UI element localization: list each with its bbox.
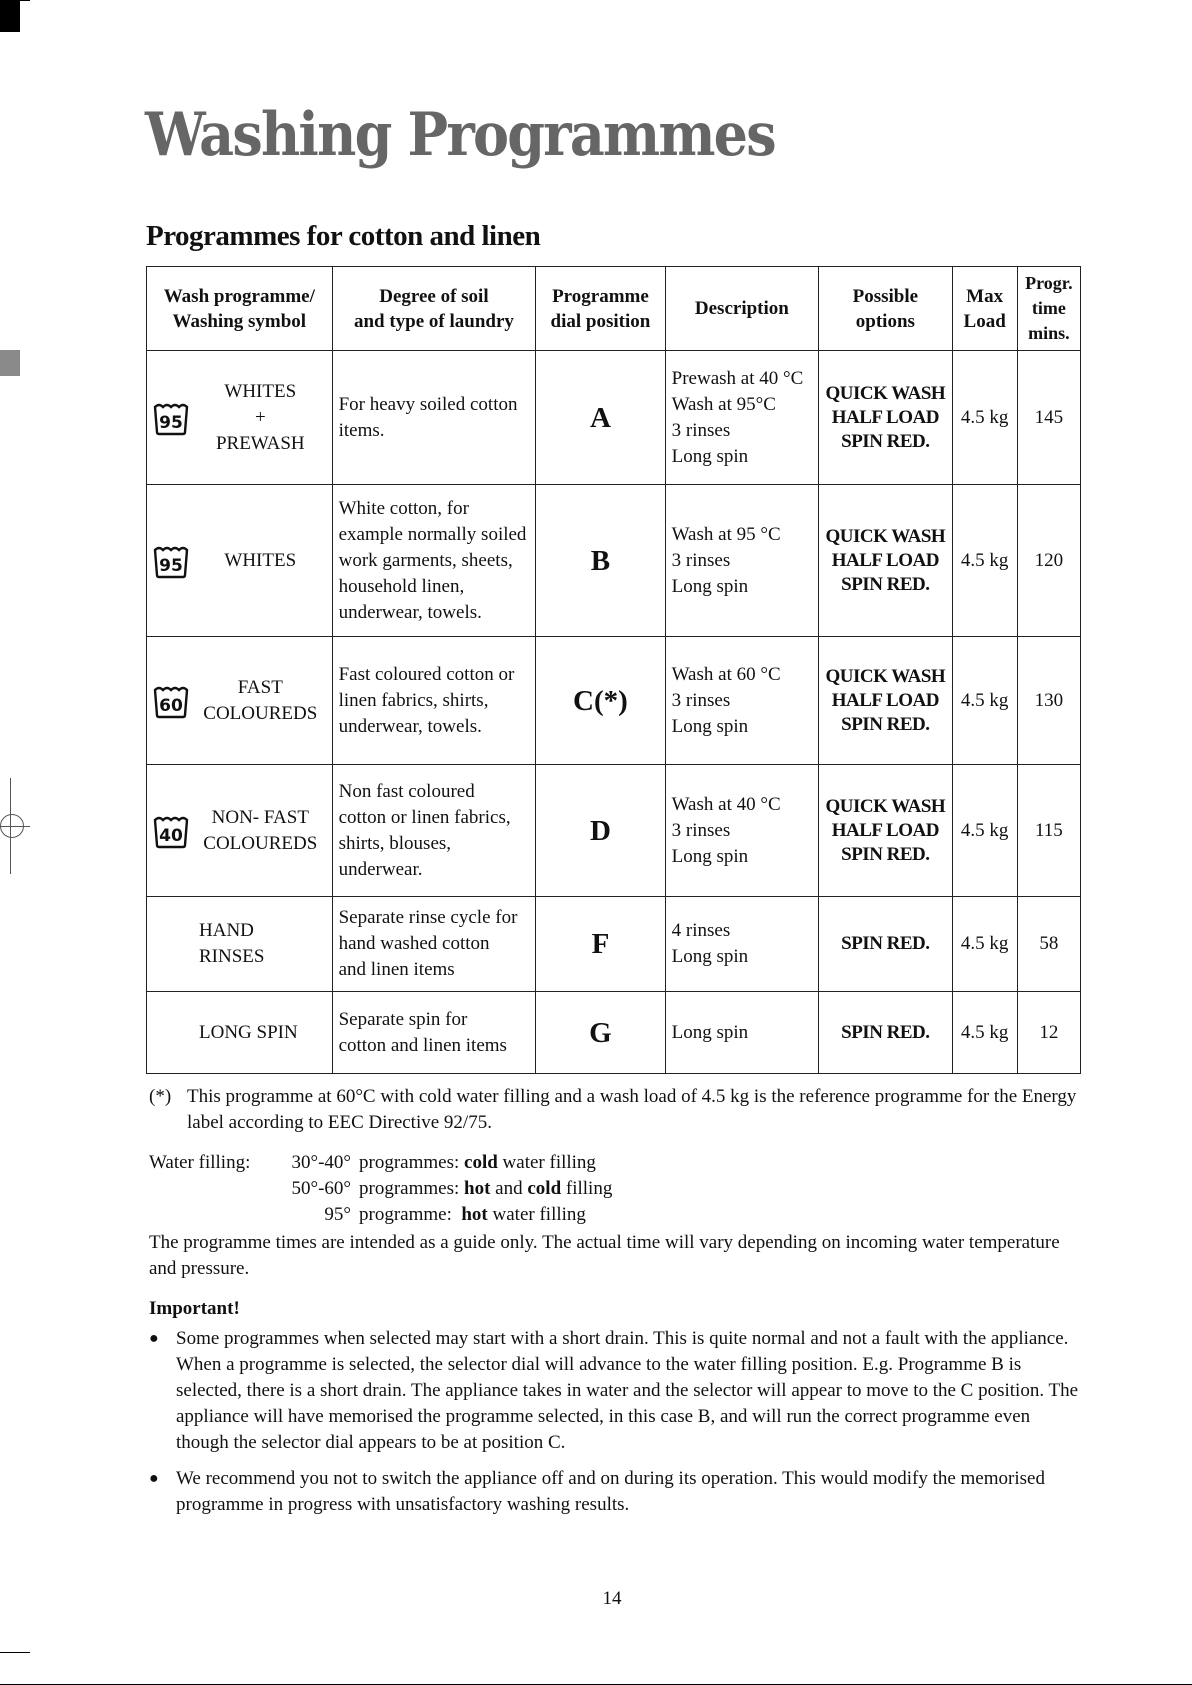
text-line: NON- FAST: [211, 806, 309, 828]
text-line: Non fast coloured: [338, 780, 475, 802]
text-line: Long spin: [671, 715, 749, 737]
water-rule-part: water filling: [487, 1204, 586, 1225]
cell-degree-of-soil: [332, 351, 536, 485]
symbol-wrap: [153, 543, 326, 579]
cell-description: [665, 897, 818, 992]
cell-wash-programme: [147, 351, 333, 485]
symbol-wrap: [153, 918, 326, 970]
text-line: 3 rinses: [671, 689, 731, 711]
wash-tub-icon: [153, 400, 189, 436]
cell-max-load: 4.5 kg: [952, 637, 1017, 765]
cell-max-load: 4.5 kg: [952, 485, 1017, 637]
table-header-row: [147, 267, 1081, 351]
text-line: linen fabrics, shirts,: [338, 689, 489, 711]
cell-wash-programme: [147, 897, 333, 992]
cell-description: [665, 992, 818, 1074]
cell-description: [665, 765, 818, 897]
cell-degree-of-soil: [332, 897, 536, 992]
important-heading: Important!: [149, 1298, 240, 1319]
text-line: Wash at 60 °C: [671, 663, 781, 685]
cell-time: 58: [1017, 897, 1080, 992]
bullet-item: [149, 1466, 1079, 1518]
text-line: cotton or linen fabrics,: [338, 806, 511, 828]
bullet-paragraph: Some programmes when selected may start with a short drain. This is quite normal and not a fault with the appliance.: [176, 1328, 1069, 1349]
text-line: SPIN RED.: [841, 573, 930, 595]
footnote-text: This programme at 60°C with cold water filling and a wash load of 4.5 kg is the reference programme for the Energy label according to EEC Directive 92/75.: [187, 1086, 1077, 1133]
text-line: HALF LOAD: [831, 689, 939, 711]
text-line: FAST: [237, 676, 283, 698]
cell-dial-position: F: [536, 897, 665, 992]
text-line: 3 rinses: [671, 419, 731, 441]
page-number: 14: [602, 1588, 622, 1609]
text-line: SPIN RED.: [841, 933, 930, 954]
programme-name: [195, 805, 326, 857]
text-line: WHITES: [224, 549, 297, 571]
water-temp: 95°: [324, 1204, 351, 1225]
text-line: Long spin: [671, 1021, 749, 1043]
text-line: QUICK WASH: [825, 525, 946, 547]
cell-time: 12: [1017, 992, 1080, 1074]
cell-dial-position: C(*): [536, 637, 665, 765]
cell-wash-programme: [147, 637, 333, 765]
text-line: WHITES: [224, 380, 297, 402]
cell-options: [819, 637, 952, 765]
cell-description: [665, 485, 818, 637]
water-rule-part: and: [490, 1178, 528, 1199]
table-row: [147, 897, 1081, 992]
water-rule: [359, 1202, 1079, 1228]
programme-name: [195, 548, 326, 574]
text-line: Separate rinse cycle for: [338, 907, 518, 928]
text-line: LONG SPIN: [199, 1021, 298, 1043]
header-wash-programme: Wash programme/ Washing symbol: [147, 267, 333, 351]
text-line: cotton and linen items: [338, 1034, 507, 1056]
symbol-wrap: [153, 675, 326, 727]
text-line: underwear, towels.: [338, 715, 482, 737]
crop-line-bottom: [0, 1652, 30, 1653]
symbol-wrap: [153, 805, 326, 857]
table-row: [147, 637, 1081, 765]
water-rule-part: programme:: [359, 1204, 462, 1225]
table-row: [147, 485, 1081, 637]
cell-options: [819, 765, 952, 897]
text-line: RINSES: [199, 946, 265, 967]
text-line: SPIN RED.: [841, 1021, 930, 1043]
text-line: COLOUREDS: [203, 832, 318, 854]
text-line: Wash at 40 °C: [671, 793, 781, 815]
crop-line: [0, 0, 30, 1]
text-line: QUICK WASH: [825, 795, 946, 817]
water-rule-part: water filling: [497, 1152, 596, 1173]
water-rule: [359, 1176, 1079, 1202]
page-title: Washing Programmes: [145, 100, 775, 170]
cell-description: [665, 351, 818, 485]
header-max-load: Max Load: [952, 267, 1017, 351]
text-line: COLOUREDS: [203, 702, 318, 724]
text-line: 3 rinses: [671, 549, 731, 571]
text-line: Wash at 95°C: [671, 393, 776, 415]
water-filling-label: [149, 1202, 281, 1228]
text-line: PREWASH: [215, 432, 305, 454]
text-line: underwear.: [338, 858, 423, 880]
water-rule-part: programmes:: [359, 1178, 465, 1199]
text-line: Long spin: [671, 575, 749, 597]
text-line: 4 rinses: [671, 920, 731, 941]
text-line: household linen,: [338, 575, 465, 597]
programme-name: [195, 379, 326, 457]
wash-temp-label: 95: [159, 555, 183, 576]
cell-description: [665, 637, 818, 765]
cell-time: 120: [1017, 485, 1080, 637]
cell-wash-programme: [147, 992, 333, 1074]
text-line: Wash at 95 °C: [671, 523, 781, 545]
cell-options: [819, 897, 952, 992]
cell-options: [819, 485, 952, 637]
wash-temp-label: 40: [159, 825, 183, 846]
text-line: Long spin: [671, 445, 749, 467]
header-degree-of-soil: Degree of soil and type of laundry: [332, 267, 536, 351]
water-filling-label: Water filling:: [149, 1152, 251, 1173]
text-line: For heavy soiled cotton: [338, 393, 518, 415]
text-line: items.: [338, 419, 385, 441]
bullet-icon: ●: [149, 1330, 159, 1347]
text-line: SPIN RED.: [841, 843, 930, 865]
wash-tub-icon: [153, 813, 189, 849]
text-line: Fast coloured cotton or: [338, 663, 515, 685]
footnote-mark: (*): [149, 1086, 172, 1107]
notes-section: [149, 1084, 1079, 1518]
text-line: 3 rinses: [671, 819, 731, 841]
important-bullets: [149, 1326, 1079, 1518]
text-line: QUICK WASH: [825, 382, 946, 404]
text-line: HALF LOAD: [831, 406, 939, 428]
cell-dial-position: A: [536, 351, 665, 485]
header-time: Progr. time mins.: [1017, 267, 1080, 351]
cell-degree-of-soil: [332, 637, 536, 765]
text-line: HAND: [199, 920, 254, 941]
water-rule-part: cold: [527, 1178, 562, 1199]
bullet-paragraph: When a programme is selected, the selector dial will advance to the water filling position. E.g. Programme B is selected, there is a short drain. The appliance takes in water and the selector will appear to move to the C position. The appliance will have memorised the programme selected, in this case B, and will run the correct programme even though the selector dial appears to be at position C.: [176, 1354, 1079, 1453]
symbol-wrap: [153, 1020, 326, 1046]
programme-name: [153, 1020, 326, 1046]
guide-text: The programme times are intended as a guide only. The actual time will vary depending on incoming water temperature and pressure.: [149, 1232, 1060, 1279]
water-rule-part: programmes:: [359, 1152, 465, 1173]
text-line: work garments, sheets,: [338, 549, 513, 571]
text-line: Separate spin for: [338, 1008, 468, 1030]
table-row: [147, 992, 1081, 1074]
programme-name: [153, 918, 326, 970]
cell-dial-position: G: [536, 992, 665, 1074]
water-rule-part: cold: [464, 1152, 498, 1173]
cell-max-load: 4.5 kg: [952, 897, 1017, 992]
water-temp: 50°-60°: [291, 1178, 351, 1199]
text-line: example normally soiled: [338, 523, 527, 545]
text-line: QUICK WASH: [825, 665, 946, 687]
cell-wash-programme: [147, 485, 333, 637]
grey-tab-mark: [0, 350, 20, 376]
text-line: underwear, towels.: [338, 601, 482, 623]
section-title: Programmes for cotton and linen: [146, 220, 541, 252]
cell-max-load: 4.5 kg: [952, 351, 1017, 485]
text-line: Prewash at 40 °C: [671, 367, 804, 389]
cell-degree-of-soil: [332, 485, 536, 637]
bullet-icon: ●: [149, 1470, 159, 1487]
programme-name: [195, 675, 326, 727]
header-options: Possible options: [819, 267, 952, 351]
water-temp: 30°-40°: [291, 1152, 351, 1173]
wash-tub-icon: [153, 543, 189, 579]
text-line: White cotton, for: [338, 497, 469, 519]
wash-temp-label: 95: [159, 412, 183, 433]
cell-options: [819, 351, 952, 485]
text-line: +: [254, 406, 266, 428]
text-line: Long spin: [671, 845, 749, 867]
cell-degree-of-soil: [332, 765, 536, 897]
water-filling-table: [149, 1150, 1079, 1228]
water-rule-part: hot: [464, 1178, 491, 1199]
text-line: and linen items: [338, 959, 455, 980]
bullet-text: [176, 1326, 1079, 1456]
water-filling-label: [149, 1176, 281, 1202]
cell-wash-programme: [147, 765, 333, 897]
crop-mark: [0, 0, 20, 32]
water-rule: [359, 1150, 1079, 1176]
wash-tub-icon: [153, 683, 189, 719]
header-description: Description: [665, 267, 818, 351]
registration-mark: [0, 778, 30, 874]
cell-max-load: 4.5 kg: [952, 765, 1017, 897]
header-dial-position: Programme dial position: [536, 267, 665, 351]
cell-time: 115: [1017, 765, 1080, 897]
text-line: Long spin: [671, 946, 749, 967]
cell-options: [819, 992, 952, 1074]
text-line: hand washed cotton: [338, 933, 490, 954]
text-line: SPIN RED.: [841, 713, 930, 735]
bullet-paragraph: We recommend you not to switch the appliance off and on during its operation. This would modify the memorised programme in progress with unsatisfactory washing results.: [176, 1468, 1045, 1515]
table-row: [147, 765, 1081, 897]
water-rule-part: filling: [561, 1178, 613, 1199]
symbol-wrap: [153, 379, 326, 457]
table-row: [147, 351, 1081, 485]
text-line: HALF LOAD: [831, 819, 939, 841]
text-line: SPIN RED.: [841, 430, 930, 452]
water-rule-part: hot: [461, 1204, 488, 1225]
footnote: [149, 1084, 1079, 1136]
bullet-item: [149, 1326, 1079, 1456]
cell-max-load: 4.5 kg: [952, 992, 1017, 1074]
cell-degree-of-soil: [332, 992, 536, 1074]
text-line: shirts, blouses,: [338, 832, 452, 854]
programmes-table: [146, 266, 1081, 1074]
cell-time: 130: [1017, 637, 1080, 765]
bullet-text: [176, 1466, 1079, 1518]
cell-dial-position: D: [536, 765, 665, 897]
text-line: HALF LOAD: [831, 549, 939, 571]
cell-dial-position: B: [536, 485, 665, 637]
wash-temp-label: 60: [159, 695, 183, 716]
cell-time: 145: [1017, 351, 1080, 485]
